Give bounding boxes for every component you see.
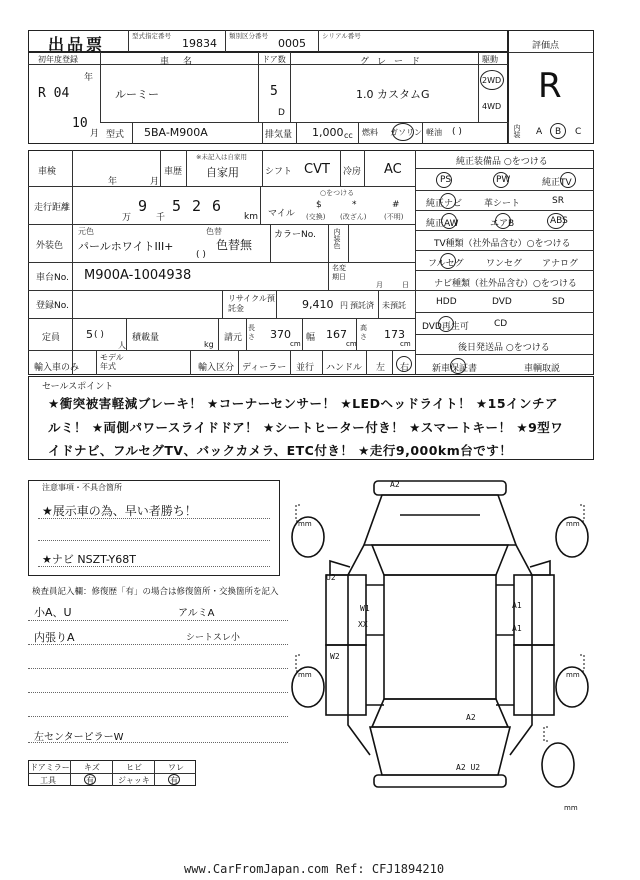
handle-right: 右 (400, 363, 410, 373)
navi-hdd: HDD (436, 297, 457, 307)
sales-label: セールスポイント (42, 382, 114, 392)
grade: 1.0 カスタムG (356, 88, 430, 101)
mileage-ten: 6 (212, 197, 222, 215)
car-name: ルーミー (115, 88, 159, 101)
drive-4wd: 4WD (482, 102, 502, 111)
first-reg-era: R 04 (38, 86, 70, 101)
navi-dvd: DVD (492, 297, 512, 307)
diag-a1-lower: A1 (512, 624, 522, 633)
model-code-label: 型式指定番号 (132, 32, 171, 40)
note-1: ★展示車の為、早い者勝ち！ (42, 504, 197, 518)
page-title: 出品票 (48, 35, 106, 54)
color-orig: パールホワイトIII+ (78, 240, 174, 253)
displacement: 1,000 (312, 126, 344, 139)
mileage-hund: 2 (192, 197, 202, 215)
score-value: R (538, 66, 562, 106)
doors: 5 (270, 84, 278, 99)
notes-label: 注意事項・不具合箇所 (42, 483, 122, 492)
reg-label: 登録No. (36, 301, 69, 311)
mileage-man: 9 (138, 197, 148, 215)
equip-leather: 革シート (484, 199, 521, 209)
history: 自家用 (206, 166, 239, 179)
docs-label: 後日発送品 ○をつける (458, 343, 550, 353)
first-reg-label: 初年度登録 (38, 55, 78, 64)
mileage-label: 走行距離 (34, 203, 71, 213)
diag-a2-u2-bumper: A2 U2 (456, 763, 481, 772)
fuel-gas-circle (392, 123, 414, 141)
doc-manual: 車輌取説 (524, 364, 561, 374)
class-code: 0005 (278, 37, 306, 50)
fuel-label: 燃料 (362, 128, 378, 137)
interior-b-circle (550, 123, 566, 139)
mileage-sen: 5 (172, 197, 182, 215)
type-label: 型式 (106, 130, 125, 140)
footer-ref: www.CarFromJapan.com Ref: CFJ1894210 (184, 862, 445, 876)
score-label: 評価点 (532, 41, 560, 51)
diag-u2: U2 (326, 573, 336, 582)
inspect-6a: 左センターピラーW (34, 732, 124, 743)
drive-label: 駆動 (482, 55, 498, 64)
model-code: 19834 (182, 37, 217, 50)
car-name-label: 車名 (160, 57, 207, 67)
handle-right-circle (396, 356, 412, 372)
sales-line-3: イドナビ、フルセグTV、バックカメラ、ETC付き！ ★走行9,000km台です！ (48, 443, 513, 458)
color-no-label: カラーNo. (274, 230, 316, 240)
displacement-label: 排気量 (265, 130, 293, 140)
diag-w2: W2 (330, 652, 340, 661)
equip-pw: PW (496, 175, 511, 185)
capacity-label: 定員 (42, 333, 61, 343)
equip-sr: SR (552, 196, 564, 206)
equip-label: 純正装備品 ○をつける (456, 157, 548, 167)
first-reg-month: 10 (72, 116, 88, 131)
diag-a2-front: A2 (390, 480, 400, 489)
car-damage-diagram (290, 475, 600, 815)
shift: CVT (304, 162, 330, 177)
diag-w1: W1 (360, 604, 370, 613)
tv-oneseg: ワンセグ (486, 259, 523, 269)
chassis-label: 車台No. (36, 273, 69, 283)
ac: AC (384, 162, 402, 177)
inspector-label: 検査員記入欄：修復歴「有」の場合は修復箇所・交換箇所を記入 (32, 587, 279, 597)
equip-tv: 純正TV (542, 178, 572, 188)
color-label: 外装色 (36, 241, 64, 251)
equip-ps: PS (440, 175, 452, 185)
diag-xx: XX (358, 620, 368, 629)
inspect-2b: シートスレ小 (186, 633, 240, 643)
color-repaint: 色替無 (216, 238, 253, 252)
serial-label: シリアル番号 (322, 32, 361, 40)
navi-cd: CD (494, 319, 508, 329)
ac-label: 冷房 (343, 167, 362, 177)
tv-fullseg: フルセグ (428, 259, 464, 269)
width: 167 (326, 328, 347, 341)
interior-label: 内装 (513, 124, 521, 138)
import-label: 輸入車のみ (34, 363, 80, 373)
type-value: 5BA-M900A (144, 126, 208, 139)
equip-abs: ABS (550, 216, 568, 226)
drive-2wd: 2WD (482, 76, 502, 85)
class-label: 類別区分番号 (229, 32, 268, 40)
doc-warranty: 新車保証書 (432, 364, 478, 374)
height: 173 (384, 328, 405, 341)
drive-2wd-circle (480, 70, 504, 90)
history-label: 車歴 (164, 167, 183, 177)
fuel-diesel: 軽油 (426, 128, 442, 137)
doors-label: ドア数 (262, 55, 286, 64)
equip-navi: 純正ナビ (426, 199, 463, 209)
mileage-mile: マイル (268, 209, 295, 219)
sales-line-1: ★衝突被害軽減ブレーキ！ ★コーナーセンサー！ ★LEDヘッドライト！ ★15インチア (48, 396, 559, 411)
note-3: ★ナビ NSZT-Y68T (42, 553, 136, 566)
diag-a2-rear: A2 (466, 713, 476, 722)
sales-line-2: ルミ！ ★両側パワースライドドア！ ★シートヒーター付き！ ★スマートキー！ ★9型ワ (48, 420, 564, 435)
inspect-1a: 小A、U (34, 606, 72, 619)
shift-label: シフト (265, 167, 293, 177)
navi-dvd-play: DVD再生可 (422, 322, 469, 332)
length: 370 (270, 328, 291, 341)
shaken-label: 車検 (38, 167, 57, 177)
interior-color-label: 内装色 (333, 228, 341, 249)
load-label: 積載量 (132, 333, 160, 343)
recycle-fee: 9,410 (302, 298, 334, 311)
chassis-number: M900A-1004938 (84, 268, 192, 283)
inspect-2a: 内張りA (34, 631, 75, 644)
tv-analog: アナログ (542, 259, 579, 269)
grade-label: グレード (360, 57, 429, 67)
equip-aw: 純正AW (426, 219, 459, 229)
inspect-1b: アルミA (178, 608, 215, 619)
equip-airbag: エアB (490, 219, 515, 229)
navi-type-label: ナビ種類（社外品含む）○をつける (434, 279, 577, 289)
tv-type-label: TV種類（社外品含む）○をつける (434, 239, 571, 249)
fuel-gas: ガソリン (390, 128, 422, 137)
capacity: 5 (86, 328, 93, 341)
diag-a1-upper: A1 (512, 601, 522, 610)
navi-sd: SD (552, 297, 565, 307)
